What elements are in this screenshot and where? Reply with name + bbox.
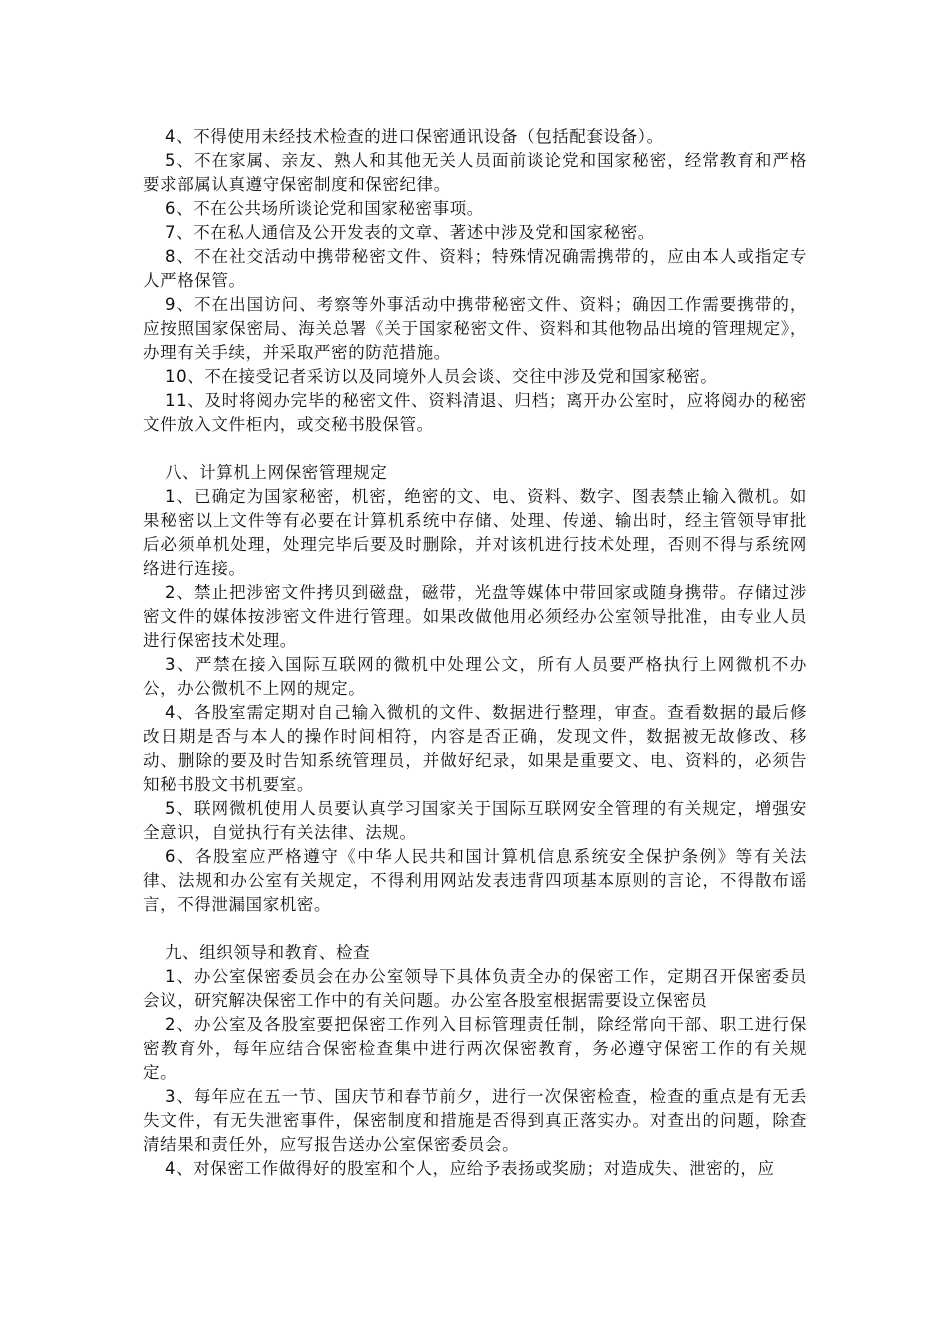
paragraph: 6、各股室应严格遵守《中华人民共和国计算机信息系统安全保护条例》等有关法律、法规和办公室有关规定，不得利用网站发表违背四项基本原则的言论，不得散布谣言，不得泄漏国家机密。 <box>143 847 807 914</box>
section-gap <box>143 917 807 941</box>
paragraph: 4、对保密工作做得好的股室和个人，应给予表扬或奖励；对造成失、泄密的，应 <box>165 1159 775 1178</box>
section-heading: 八、计算机上网保密管理规定 <box>165 463 388 482</box>
paragraph: 1、已确定为国家秘密，机密，绝密的文、电、资料、数字、图表禁止输入微机。如果秘密以上文件等有必要在计算机系统中存储、处理、传递、输出时，经主管领导审批后必须单机处理，处理完毕后要及时删除，并对该机进行技术处理，否则不得与系统网络进行连接。 <box>143 487 807 578</box>
paragraph: 5、不在家属、亲友、熟人和其他无关人员面前谈论党和国家秘密，经常教育和严格要求部属认真遵守保密制度和保密纪律。 <box>143 151 807 194</box>
paragraph: 4、不得使用未经技术检查的进口保密通讯设备（包括配套设备）。 <box>165 127 664 146</box>
paragraph: 7、不在私人通信及公开发表的文章、著述中涉及党和国家秘密。 <box>165 223 655 242</box>
paragraph: 8、不在社交活动中携带秘密文件、资料；特殊情况确需携带的，应由本人或指定专人严格保管。 <box>143 247 807 290</box>
paragraph: 2、禁止把涉密文件拷贝到磁盘，磁带，光盘等媒体中带回家或随身携带。存储过涉密文件的媒体按涉密文件进行管理。如果改做他用必须经办公室领导批准，由专业人员进行保密技术处理。 <box>143 583 807 650</box>
document-body <box>143 125 807 1181</box>
paragraph: 11、及时将阅办完毕的秘密文件、资料清退、归档；离开办公室时，应将阅办的秘密文件放入文件柜内，或交秘书股保管。 <box>143 391 807 434</box>
paragraph: 1、办公室保密委员会在办公室领导下具体负责全办的保密工作，定期召开保密委员会议，研究解决保密工作中的有关问题。办公室各股室根据需要设立保密员 <box>143 967 807 1010</box>
paragraph: 2、办公室及各股室要把保密工作列入目标管理责任制，除经常向干部、职工进行保密教育外，每年应结合保密检查集中进行两次保密教育，务必遵守保密工作的有关规定。 <box>143 1015 807 1082</box>
paragraph: 3、严禁在接入国际互联网的微机中处理公文，所有人员要严格执行上网微机不办公，办公微机不上网的规定。 <box>143 655 807 698</box>
paragraph: 4、各股室需定期对自己输入微机的文件、数据进行整理，审查。查看数据的最后修改日期是否与本人的操作时间相符，内容是否正确，发现文件，数据被无故修改、移动、删除的要及时告知系统管理员，并做好纪录，如果是重要文、电、资料的，必须告知秘书股文书机要室。 <box>143 703 807 794</box>
paragraph: 3、每年应在五一节、国庆节和春节前夕，进行一次保密检查，检查的重点是有无丢失文件，有无失泄密事件，保密制度和措施是否得到真正落实办。对查出的问题，除查清结果和责任外，应写报告送办公室保密委员会。 <box>143 1087 807 1154</box>
paragraph: 10、不在接受记者采访以及同境外人员会谈、交往中涉及党和国家秘密。 <box>165 367 718 386</box>
section-gap <box>143 437 807 461</box>
paragraph: 5、联网微机使用人员要认真学习国家关于国际互联网安全管理的有关规定，增强安全意识，自觉执行有关法律、法规。 <box>143 799 807 842</box>
section-heading: 九、组织领导和教育、检查 <box>165 943 371 962</box>
paragraph: 9、不在出国访问、考察等外事活动中携带秘密文件、资料；确因工作需要携带的，应按照国家保密局、海关总署《关于国家秘密文件、资料和其他物品出境的管理规定》，办理有关手续，并采取严密的防范措施。 <box>143 295 807 362</box>
paragraph: 6、不在公共场所谈论党和国家秘密事项。 <box>165 199 484 218</box>
